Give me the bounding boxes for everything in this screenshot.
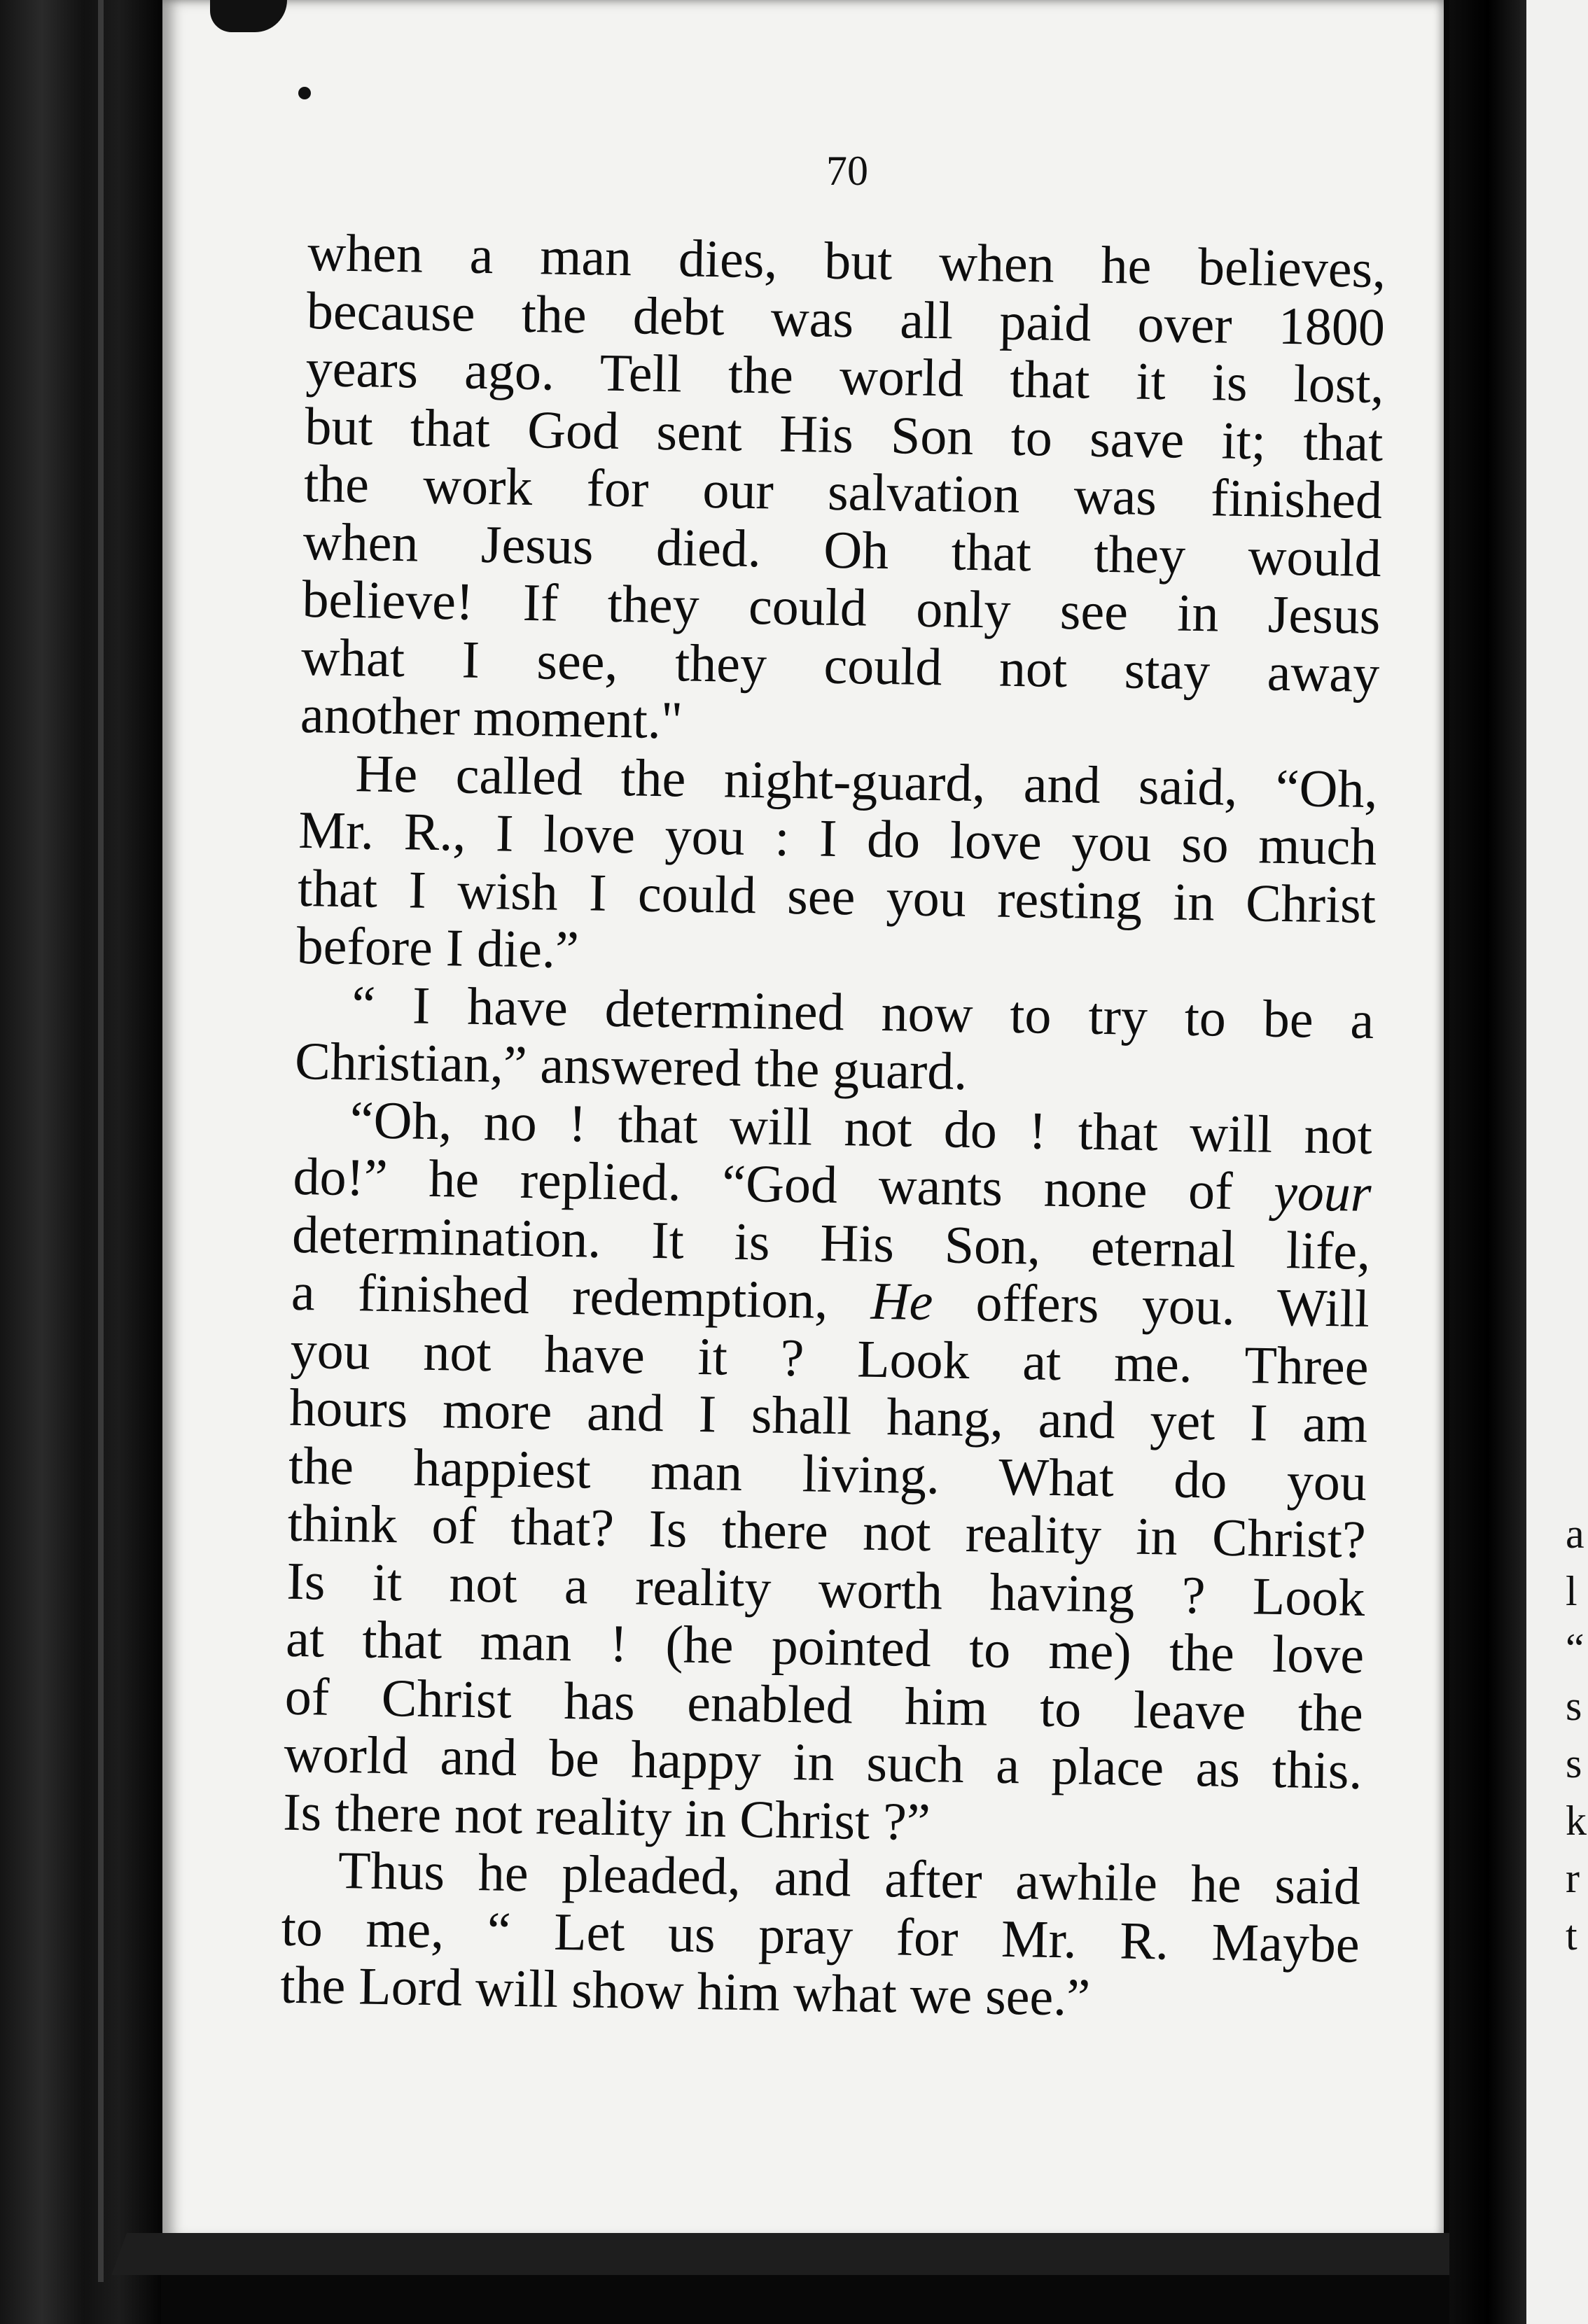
page-body-text	[280, 224, 1386, 2031]
page-number: 70	[826, 148, 868, 194]
fragment-char: s	[1566, 1740, 1582, 1786]
text-line: when Jesus died. Oh that they would	[302, 512, 1382, 588]
text-line: Thus he pleaded, and after awhile he said	[337, 1840, 1361, 1916]
text-line: “Oh, no ! that will not do ! that will not	[349, 1090, 1373, 1166]
text-line: determination. It is His Son, eternal life,	[291, 1205, 1371, 1281]
next-page-fragment	[1566, 1505, 1588, 1964]
ink-speck	[298, 87, 311, 99]
text-segment: a finished redemption,	[291, 1262, 872, 1331]
text-line: He called the night-guard, and said, “Oh,	[355, 743, 1379, 819]
text-line: Is there not reality in Christ ?”	[282, 1782, 931, 1851]
text-line: but that God sent His Son to save it; that	[304, 396, 1384, 472]
text-line: Christian,” answered the guard.	[294, 1031, 968, 1101]
text-line: what I see, they could not stay away	[300, 627, 1380, 704]
text-line: at that man ! (he pointed to me) the love	[285, 1609, 1365, 1685]
text-line: that I wish I could see you resting in Christ	[297, 858, 1377, 934]
text-line: before I die.”	[296, 916, 580, 980]
fragment-char: l	[1566, 1568, 1577, 1614]
fragment-char: a	[1566, 1511, 1584, 1557]
text-line: hours more and I shall hang, and yet I am	[288, 1378, 1368, 1454]
text-segment: do!” he replied. “God wants none of	[292, 1147, 1274, 1222]
text-line: you not have it ? Look at me. Three	[290, 1320, 1370, 1396]
text-line: of Christ has enabled him to leave the	[284, 1667, 1364, 1743]
text-line: world and be happy in such a place as this.	[284, 1724, 1363, 1800]
binding-edge	[98, 0, 104, 2282]
next-page-sliver	[1526, 0, 1588, 2324]
italic-word: your	[1273, 1162, 1372, 1224]
text-line: the Lord will show him what we see.”	[279, 1955, 1091, 2027]
text-line: years ago. Tell the world that it is lost,	[305, 338, 1385, 415]
fragment-char: t	[1566, 1912, 1577, 1959]
fragment-char: k	[1566, 1798, 1587, 1844]
text-segment: offers you. Will	[932, 1273, 1370, 1338]
text-line: the happiest man living. What do you	[288, 1436, 1367, 1512]
italic-word: He	[870, 1271, 933, 1332]
page-bottom-edge	[111, 2233, 1478, 2275]
fragment-char: s	[1566, 1683, 1582, 1729]
fragment-char: “	[1566, 1625, 1584, 1672]
text-line: “ I have determined now to try to be a	[351, 974, 1374, 1050]
text-line: Is it not a reality worth having ? Look	[286, 1551, 1366, 1628]
text-line: because the debt was all paid over 1800	[306, 281, 1386, 357]
fragment-char: r	[1566, 1855, 1580, 1901]
text-line: another moment."	[300, 685, 683, 750]
text-line: Mr. R., I love you : I do love you so much	[298, 800, 1377, 877]
book-binding	[0, 0, 161, 2324]
text-line: believe! If they could only see in Jesus	[301, 569, 1381, 646]
text-line: the work for our salvation was finished	[303, 454, 1383, 531]
page-gutter	[1449, 0, 1526, 2324]
text-line: when a man dies, but when he believes,	[307, 223, 1386, 300]
text-line: to me, “ Let us pray for Mr. R. Maybe	[281, 1898, 1360, 1974]
text-line: think of that? Is there not reality in Christ?	[287, 1493, 1367, 1569]
